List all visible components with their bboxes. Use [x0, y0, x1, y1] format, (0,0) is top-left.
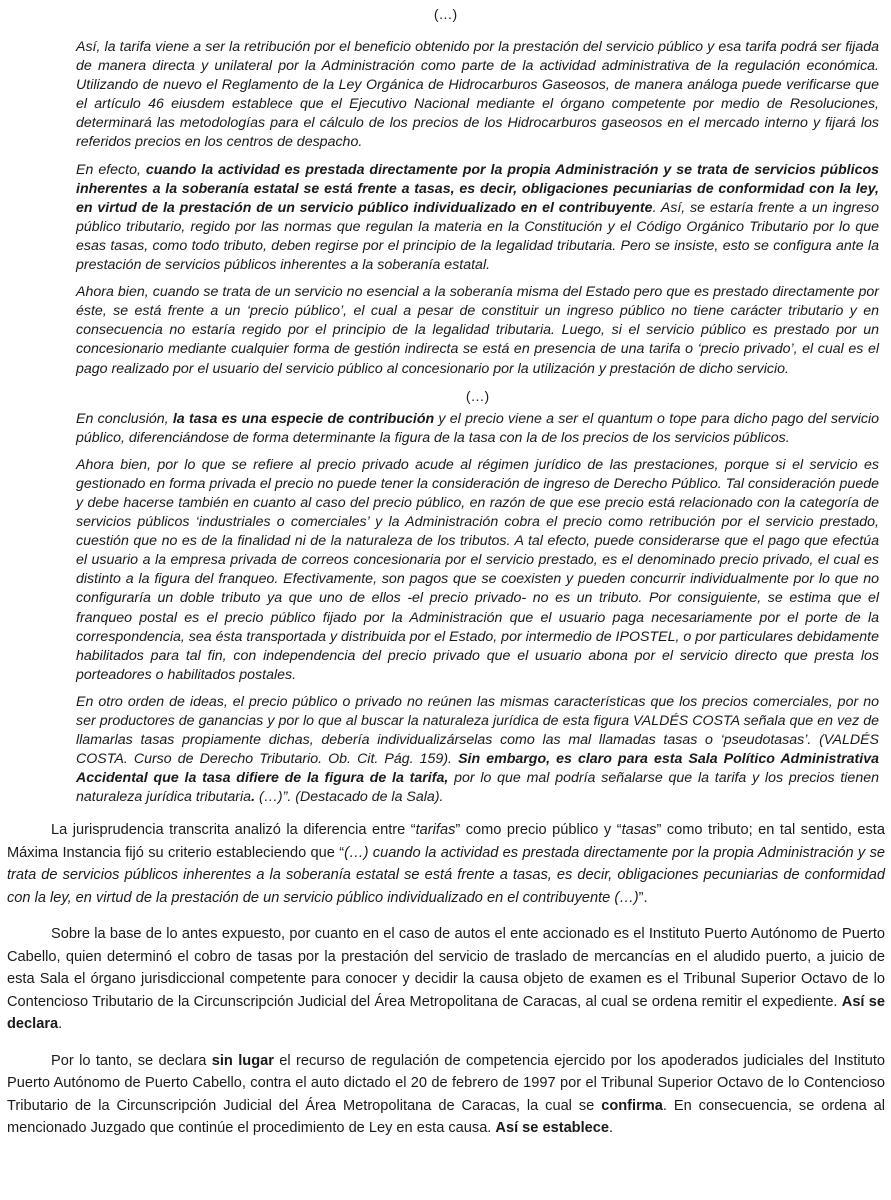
ellipsis-mid: (…)	[465, 387, 490, 404]
quote-p6-text-mid: por lo que mal podría señalarse que la tarifa y los precios tienen naturaleza jurídica tributaria	[76, 770, 879, 806]
quote-p2-text: En efecto,	[76, 161, 146, 178]
body-p3-bold-sin-lugar: sin lugar	[211, 1052, 274, 1069]
body-p1-italic-quote: (…) cuando la actividad es prestada directamente por la propia Administración y se trata de servicios públicos inherentes a la soberanía estatal se está frente a tasas, es decir, obligaciones pecuniarias de conformidad con la ley, en virtud de la prestación de un servicio público individualizado en el contribuyente (…)	[7, 844, 885, 906]
body-paragraph-1	[7, 819, 885, 909]
quote-p6-bold-dot: .	[251, 789, 256, 806]
quoted-jurisprudence	[76, 38, 879, 807]
quote-p2-bold: cuando la actividad es prestada directamente por la propia Administración y se trata de servicios públicos inherentes a la soberanía estatal se está frente a tasas, es decir, obligaciones pecuniarias de conformidad con la ley, en virtud de la prestación de un servicio público individualizado en el contribuyente	[76, 161, 880, 216]
body-p1-text-3: ” como tributo; en tal sentido, esta Máxima Instancia fijó su criterio estableciendo que “	[7, 822, 885, 861]
body-paragraph-3	[7, 1050, 885, 1140]
quote-p6-text: En otro orden de ideas, el precio público o privado no reúnen las mismas características que los precios comerciales, por no ser productores de ganancias y por lo que al buscar la naturaleza jurídica de esta figura VALDÉS COSTA señala que en vez de llamarlas tasas propiamente dichas, debería individualizárselas como las mal llamadas tasas o ‘pseudotasas’. (VALDÉS COSTA. Curso de Derecho Tributario. Ob. Cit. Pág. 159).	[76, 693, 879, 768]
body-paragraph-2	[7, 923, 885, 1036]
body-p1-italic-tarifas: tarifas	[415, 822, 456, 839]
body-p3-text-end: .	[609, 1120, 614, 1137]
quote-paragraph-3: Ahora bien, cuando se trata de un servicio no esencial a la soberanía misma del Estado pero que es prestado directamente por éste, se está frente a un ‘precio público’, el cual a pesar de constituir un ingreso público no tiene carácter tributario y en consecuencia no estaría regido por el principio de la legalidad tributaria. Luego, si el servicio público es prestado por un concesionario mediante cualquier forma de gestión indirecta se está en presencia de una tarifa o ‘precio privado’, el cual es el pago realizado por el usuario del servicio público al concesionario por la utilización y prestación de dicho servicio.	[76, 284, 879, 377]
quote-p6-bold: Sin embargo, es claro para esta Sala Político Administrativa Accidental que la tasa difiere de la figura de la tarifa,	[76, 751, 879, 787]
body-p1-text-end: ”.	[638, 889, 648, 906]
body-p1-italic-tasas: tasas	[621, 822, 657, 839]
quote-paragraph-6	[76, 693, 879, 808]
quote-p6-text-end: (…)”. (Destacado de la Sala).	[255, 789, 444, 806]
quote-p2-text-end: . Así, se estaría frente a un ingreso público tributario, regido por las normas que regulan la materia en la Constitución y el Código Orgánico Tributario por lo que esas tasas, como todo tributo, deben regirse por el principio de la legalidad tributaria. Pero se insiste, esto se configura ante la prestación de servicios públicos inherentes a la soberanía estatal.	[76, 199, 879, 274]
quote-paragraph-1: Así, la tarifa viene a ser la retribución por el beneficio obtenido por la prestación del servicio público y esa tarifa podrá ser fijada de manera directa y unilateral por la Administración como parte de la actividad administrativa de la regulación económica. Utilizando de nuevo el Reglamento de la Ley Orgánica de Hidrocarburos Gaseosos, de manera análoga puede verificarse que el artículo 46 eiusdem establece que el Ejecutivo Nacional mediante el órgano competente por medio de Resoluciones, determinará las metodologías para el cálculo de los precios de los Hidrocarburos gaseosos en el mercado interno y fijará los referidos precios en los centros de despacho.	[76, 39, 879, 151]
body-p1-text: La jurisprudencia transcrita analizó la diferencia entre “	[51, 822, 416, 839]
body-p2-text: Sobre la base de lo antes expuesto, por cuanto en el caso de autos el ente accionado es el Instituto Puerto Autónomo de Puerto Cabello, quien determinó el cobro de tasas por la prestación del servicio de traslado de mercancías en el aludido puerto, a juicio de esta Sala el órgano jurisdiccional competente para conocer y decidir la causa objeto de examen es el Tribunal Superior Octavo de lo Contencioso Tributario de la Circunscripción Judicial del Área Metropolitana de Caracas, al cual se ordena remitir el expediente.	[7, 926, 885, 1010]
quote-paragraph-4	[76, 410, 879, 448]
body-p3-bold-confirma: confirma	[601, 1097, 663, 1114]
body-p1-text-2: ” como precio público y “	[455, 822, 622, 839]
quote-p4-text: En conclusión,	[76, 410, 173, 427]
decision-body	[7, 819, 885, 1140]
quote-paragraph-5: Ahora bien, por lo que se refiere al precio privado acude al régimen jurídico de las prestaciones, porque si el servicio es gestionado en forma privada el precio no puede tener la consideración de ingreso de Derecho Público. Tal consideración puede y debe hacerse también en cuanto al caso del precio público, en razón de que ese precio está relacionado con la categoría de servicios públicos ‘industriales o comerciales’ y la Administración cobra el precio como retribución por el servicio prestado, cuestión que no es de la finalidad ni de la naturaleza de los tributos. A tal efecto, puede considerarse que el pago que efectúa el usuario a la empresa privada de correos concesionaria por el servicio prestado, es el denominado precio privado, el cual es distinto a la figura del franqueo. Efectivamente, son pagos que se coexisten y pueden concurrir individualmente por lo que no configuraría un doble tributo ya que uno de ellos -el precio privado- no es un tributo. Por consiguiente, se estima que el franqueo postal es el precio público fijado por la Administración que el usuario paga necesariamente por el porte de la correspondencia, sea ésta transportada y distribuida por el Estado, por intermedio de IPOSTEL, o por particulares debidamente habilitados para tal fin, con independencia del precio privado que el usuario abona por el servicio directo que presta los porteadores o habilitados postales.	[76, 456, 879, 683]
quote-paragraph-2	[76, 161, 879, 276]
ellipsis-top: (…)	[433, 6, 458, 22]
quote-p4-bold: la tasa es una especie de contribución	[172, 410, 435, 427]
body-p2-text-end: .	[58, 1016, 63, 1033]
body-p3-text-2: el recurso de regulación de competencia ejercido por los apoderados judiciales del Instituto Puerto Autónomo de Puerto Cabello, contra el auto dictado el 20 de febrero de 1997 por el Tribunal Superior Octavo de lo Contencioso Tributario de la Circunscripción Judicial del Área Metropolitana de Caracas, la cual se	[7, 1052, 885, 1114]
body-p3-text: Por lo tanto, se declara	[51, 1052, 212, 1069]
quote-p4-text-end: y el precio viene a ser el quantum o tope para dicho pago del servicio público, diferenciándose de forma determinante la figura de la tasa con la de los precios de los servicios públicos.	[76, 410, 879, 446]
body-p3-text-3: . En consecuencia, se ordena al mencionado Juzgado que continúe el procedimiento de Ley en esta causa.	[7, 1097, 885, 1137]
body-p2-bold: Así se declara	[7, 993, 886, 1033]
body-p3-bold-establece: Así se establece	[495, 1120, 610, 1137]
